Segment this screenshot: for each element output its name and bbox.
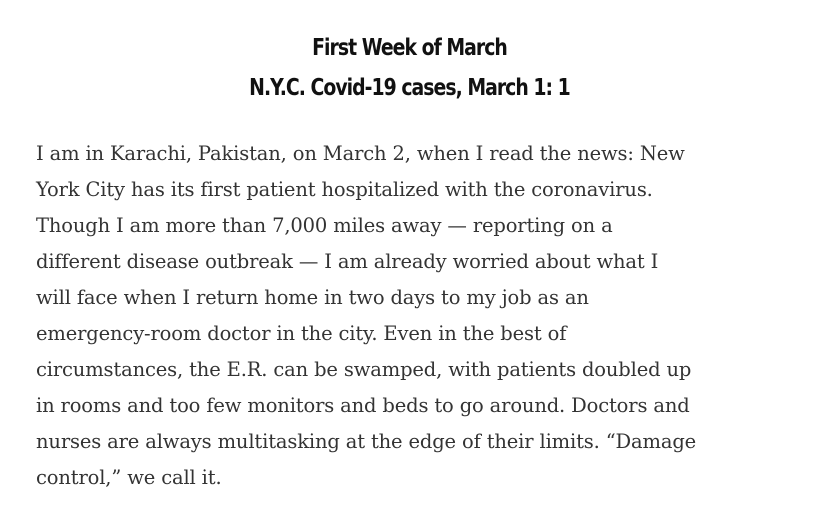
- article-paragraph: [36, 136, 796, 496]
- paragraph-line: control,” we call it.: [36, 466, 222, 489]
- section-heading: [0, 28, 819, 108]
- paragraph-line: in rooms and too few monitors and beds to go around. Doctors and: [36, 394, 690, 417]
- paragraph-line: nurses are always multitasking at the edge of their limits. “Damage: [36, 430, 697, 453]
- paragraph-line: Though I am more than 7,000 miles away — reporting on a: [36, 214, 613, 237]
- paragraph-line: will face when I return home in two days to my job as an: [36, 286, 589, 309]
- section-title: First Week of March: [312, 35, 507, 61]
- paragraph-line: emergency-room doctor in the city. Even in the best of: [36, 322, 567, 345]
- paragraph-line: I am in Karachi, Pakistan, on March 2, when I read the news: New: [36, 142, 685, 165]
- paragraph-line: York City has its first patient hospitalized with the coronavirus.: [36, 178, 653, 201]
- paragraph-line: circumstances, the E.R. can be swamped, with patients doubled up: [36, 358, 692, 381]
- case-count-subtitle: N.Y.C. Covid-19 cases, March 1: 1: [249, 75, 570, 101]
- paragraph-line: different disease outbreak — I am already worried about what I: [36, 250, 659, 273]
